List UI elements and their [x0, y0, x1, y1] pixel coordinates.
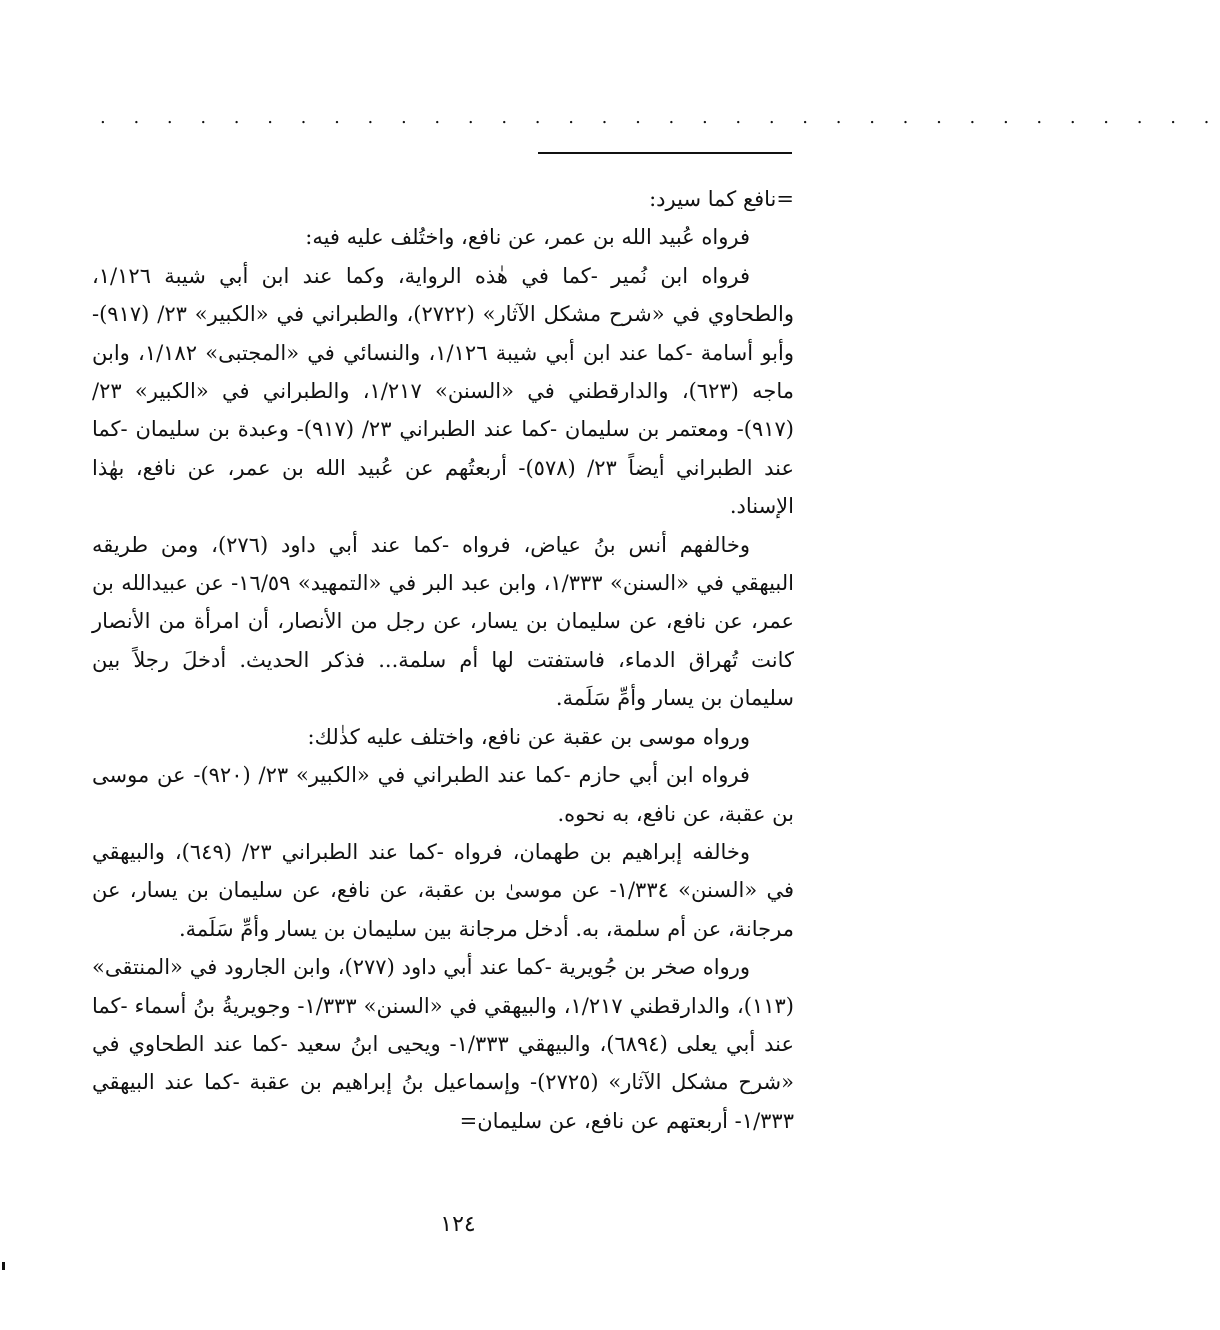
paragraph: ورواه صخر بن جُويرية -كما عند أبي داود (٢٧٧)، وابن الجارود في «المنتقى» (١١٣)، والدارقطني ١/٢١٧، والبيهقي في «السنن» ١/٣٣٣- وجويريةُ بنُ أسماء -كما عند أبي يعلى (٦٨٩٤)، والبيهقي ١/٣٣٣- ويحيى ابنُ سعيد -كما عند الطحاوي في «شرح مشكل الآثار» (٢٧٢٥)- وإسماعيل بنُ إبراهيم بن عقبة -كما عند البيهقي ١/٣٣٣- أربعتهم عن نافع، عن سليمان=: [92, 955, 794, 1133]
paragraph: فرواه ابن أبي حازم -كما عند الطبراني في «الكبير» ٢٣/ (٩٢٠)- عن موسى بن عقبة، عن نافع، به نحوه.: [92, 763, 794, 826]
paragraph: وخالفهم أنس بنُ عياض، فرواه -كما عند أبي داود (٢٧٦)، ومن طريقه البيهقي في «السنن» ١/٣٣٣، وابن عبد البر في «التمهيد» ١٦/٥٩- عن عبيدالله بن عمر، عن نافع، عن سليمان بن يسار، عن رجل من الأنصار، أن امرأة من الأنصار كانت تُهراق الدماء، فاستفتت لها أم سلمة... فذكر الحديث. أدخلَ رجلاً بين سليمان بن يسار وأمِّ سَلَمة.: [92, 532, 794, 711]
paragraph: ورواه موسى بن عقبة عن نافع، واختلف عليه كذٰلك:: [307, 724, 750, 749]
ellipsis-dots-divider: . . . . . . . . . . . . . . . . . . . . . . . . . . . . . . . . . .: [100, 107, 1220, 128]
footnote-separator-line: [538, 152, 792, 154]
scan-edge-mark: [2, 1262, 5, 1270]
paragraph: فرواه عُبيد الله بن عمر، عن نافع، واختُلف عليه فيه:: [305, 225, 750, 250]
page-number: ١٢٤: [440, 1212, 476, 1237]
footnote-text-block: [92, 180, 794, 1140]
paragraph: وخالفه إبراهيم بن طهمان، فرواه -كما عند الطبراني ٢٣/ (٦٤٩)، والبيهقي في «السنن» ١/٣٣٤- عن موسىٰ بن عقبة، عن نافع، عن سليمان بن يسار، عن مرجانة، عن أم سلمة، به. أدخل مرجانة بين سليمان بن يسار وأمِّ سَلَمة.: [92, 839, 794, 941]
paragraph-continuation: =نافع كما سيرد:: [649, 187, 794, 211]
paragraph: فرواه ابن نُمير -كما في هٰذه الرواية، وكما عند ابن أبي شيبة ١/١٢٦، والطحاوي في «شرح مشكل الآثار» (٢٧٢٢)، والطبراني في «الكبير» ٢٣/ (٩١٧)- وأبو أسامة -كما عند ابن أبي شيبة ١/١٢٦، والنسائي في «المجتبى» ١/١٨٢، وابن ماجه (٦٢٣)، والدارقطني في «السنن» ١/٢١٧، والطبراني في «الكبير» ٢٣/ (٩١٧)- ومعتمر بن سليمان -كما عند الطبراني ٢٣/ (٩١٧)- وعبدة بن سليمان -كما عند الطبراني أيضاً ٢٣/ (٥٧٨)- أربعتُهم عن عُبيد الله بن عمر، عن نافع، بهٰذا الإسناد.: [92, 263, 795, 519]
